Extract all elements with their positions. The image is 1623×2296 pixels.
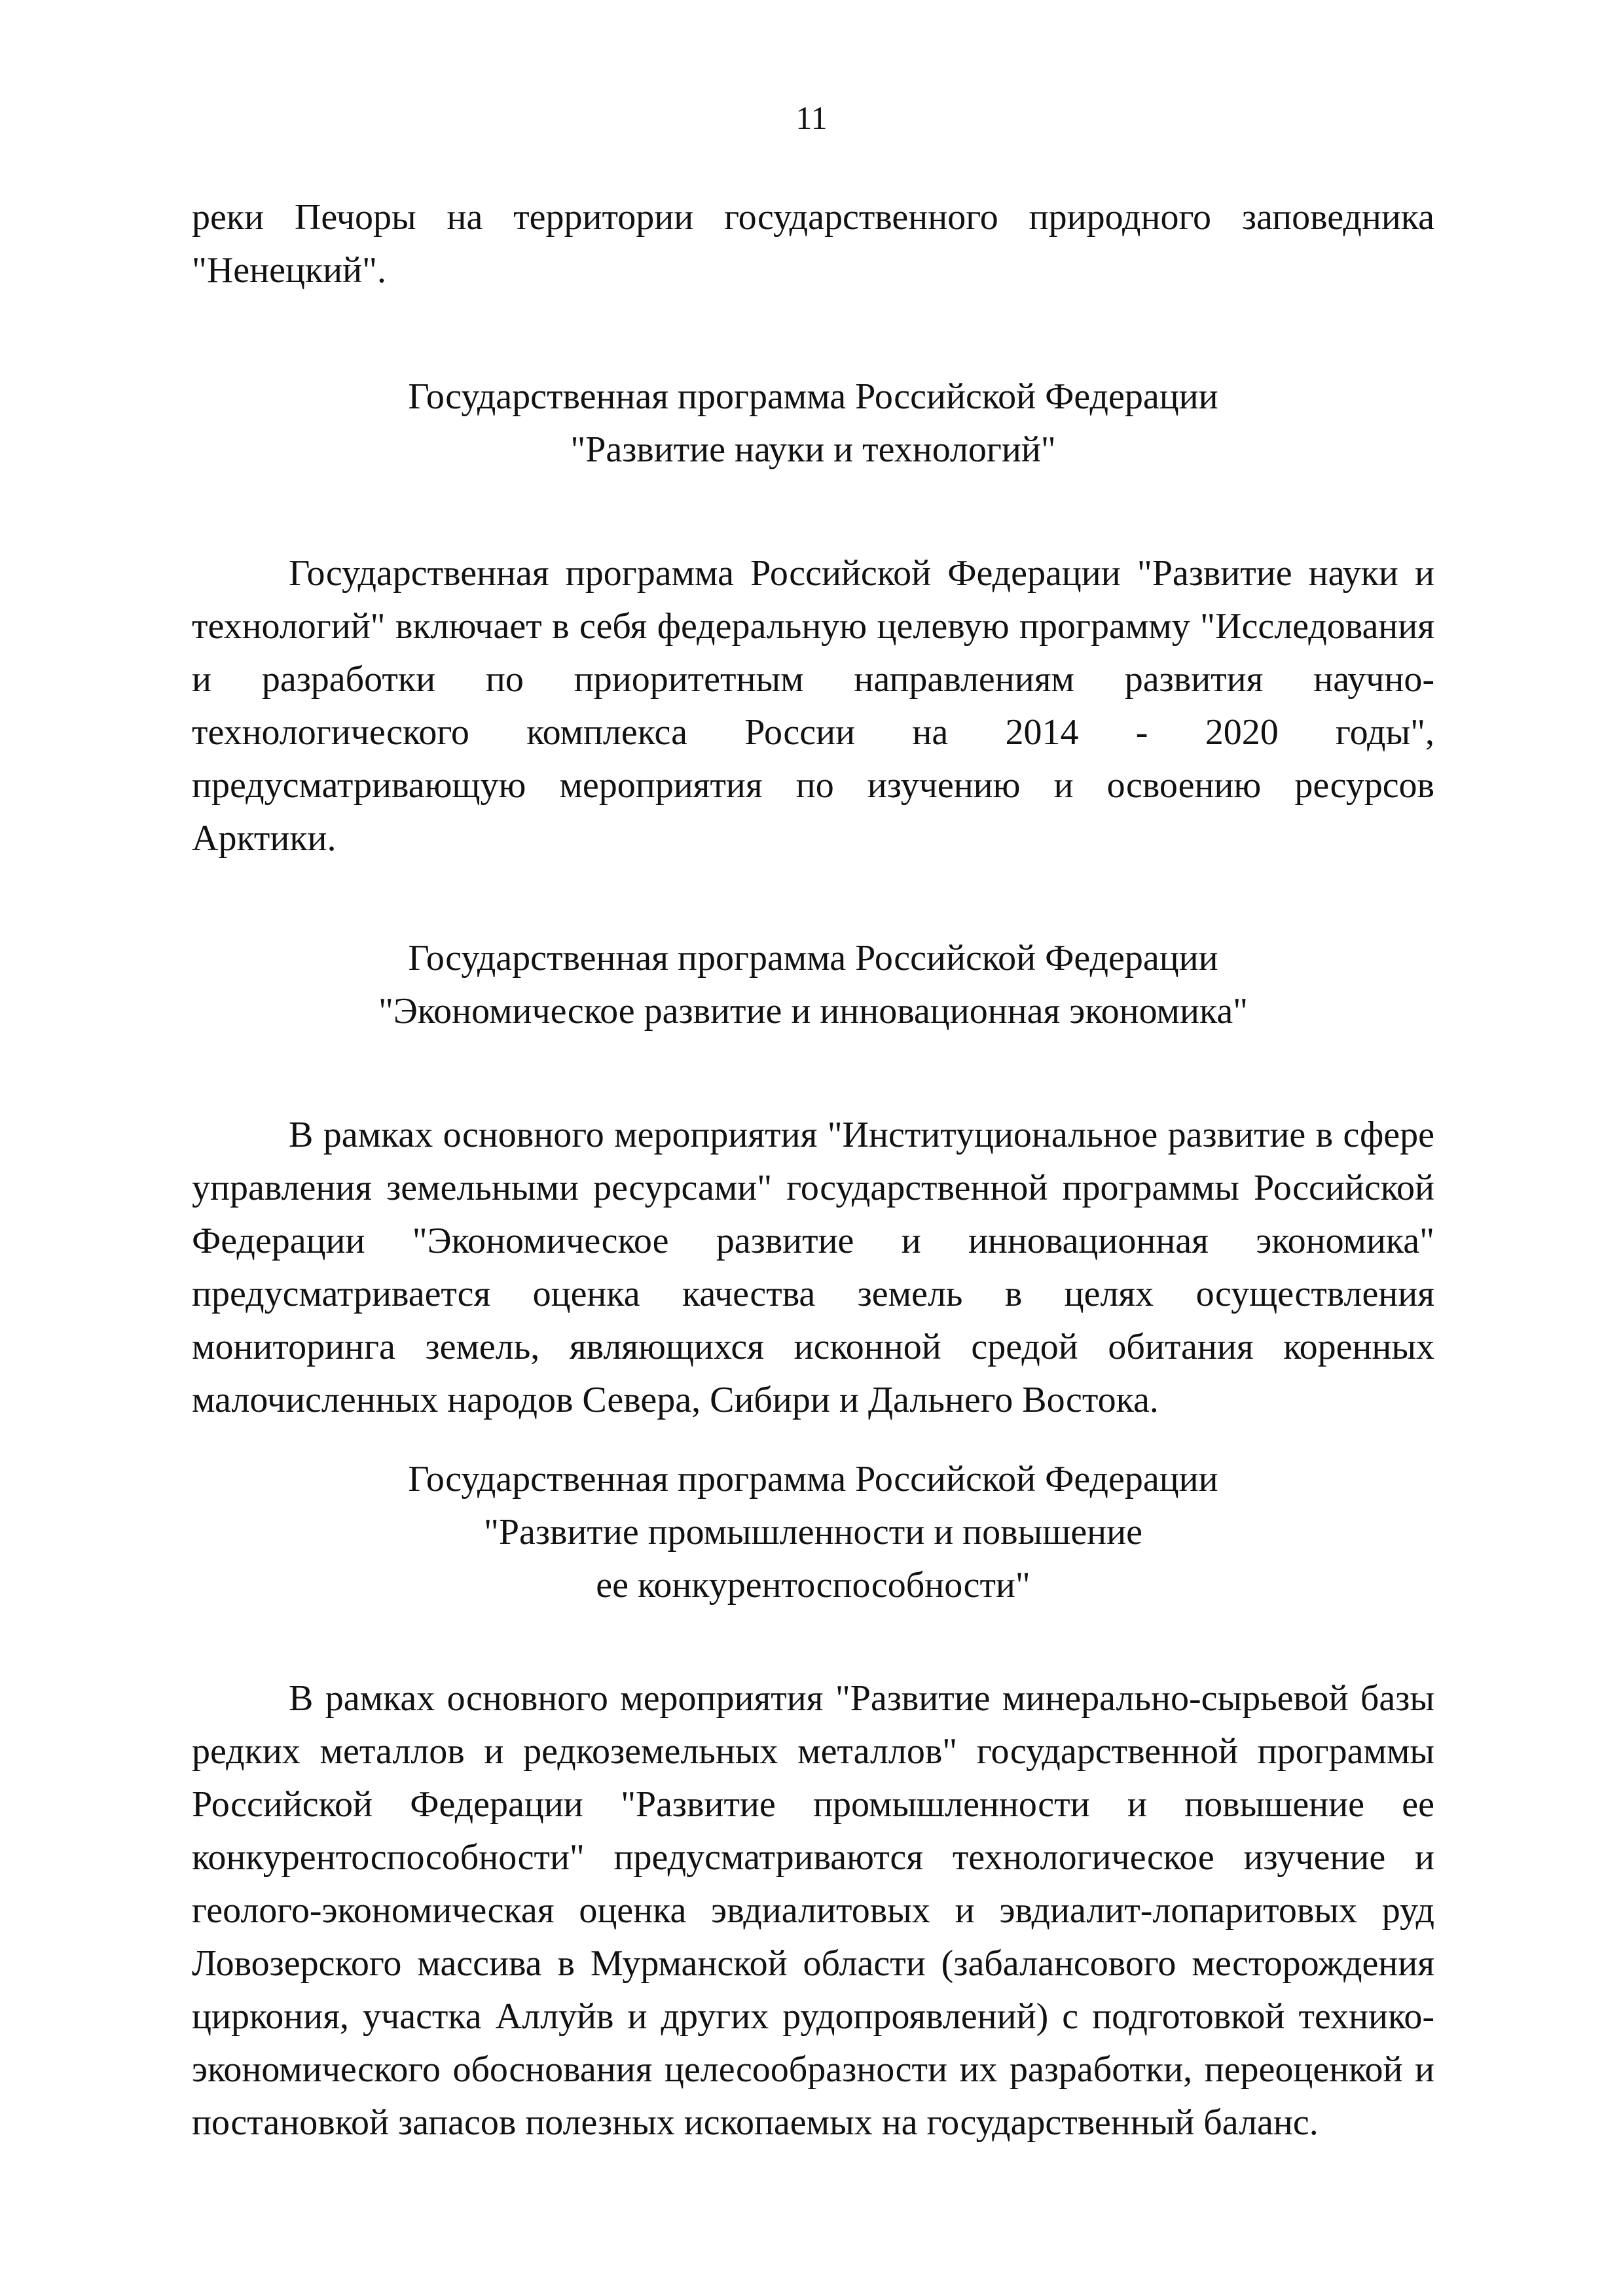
- heading-line: ее конкурентоспособности": [596, 1565, 1030, 1605]
- section-heading-industry: [192, 1453, 1434, 1612]
- section-paragraph-science: Государственная программа Российской Федерации "Развитие науки и технологий" включает в себя федеральную целевую программу "Исследования и разработки по приоритетным направлениям развития научно-технологического комплекса России на 2014 - 2020 годы", предусматривающую мероприятия по изучению и освоению ресурсов Арктики.: [192, 553, 1434, 859]
- spacer: [192, 865, 1434, 932]
- heading-line: "Развитие науки и технологий": [570, 429, 1056, 470]
- intro-paragraph: реки Печоры на территории государственного природного заповедника "Ненецкий".: [192, 197, 1434, 291]
- heading-line: "Развитие промышленности и повышение: [484, 1512, 1142, 1552]
- section-paragraph-industry: В рамках основного мероприятия "Развитие минерально-сырьевой базы редких металлов и редкоземельных металлов" государственной программы Российской Федерации "Развитие промышленности и повышение ее конкурентоспособности" предусматриваются технологическое изучение и геолого-экономическая оценка эвдиалитовых и эвдиалит-лопаритовых руд Ловозерского массива в Мурманской области (забалансового месторождения циркония, участка Аллуйв и других рудопроявлений) с подготовкой технико-экономического обоснования целесообразности их разработки, переоценкой и постановкой запасов полезных ископаемых на государственный баланс.: [192, 1678, 1434, 2143]
- heading-line: Государственная программа Российской Федерации: [408, 376, 1218, 417]
- heading-line: Государственная программа Российской Федерации: [408, 938, 1218, 978]
- document-body: [192, 191, 1434, 2149]
- spacer: [192, 1038, 1434, 1109]
- heading-line: Государственная программа Российской Федерации: [408, 1459, 1218, 1499]
- section-paragraph-economy: В рамках основного мероприятия "Институциональное развитие в сфере управления земельными ресурсами" государственной программы Российской Федерации "Экономическое развитие и инновационная экономика" предусматривается оценка качества земель в целях осуществления мониторинга земель, являющихся исконной средой обитания коренных малочисленных народов Севера, Сибири и Дальнего Востока.: [192, 1115, 1434, 1420]
- heading-line: "Экономическое развитие и инновационная экономика": [378, 991, 1249, 1031]
- page-number: 11: [795, 99, 828, 136]
- spacer: [192, 1612, 1434, 1672]
- spacer: [192, 297, 1434, 370]
- section-heading-science: [192, 370, 1434, 476]
- spacer: [192, 476, 1434, 547]
- spacer: [192, 1427, 1434, 1453]
- section-heading-economy: [192, 932, 1434, 1038]
